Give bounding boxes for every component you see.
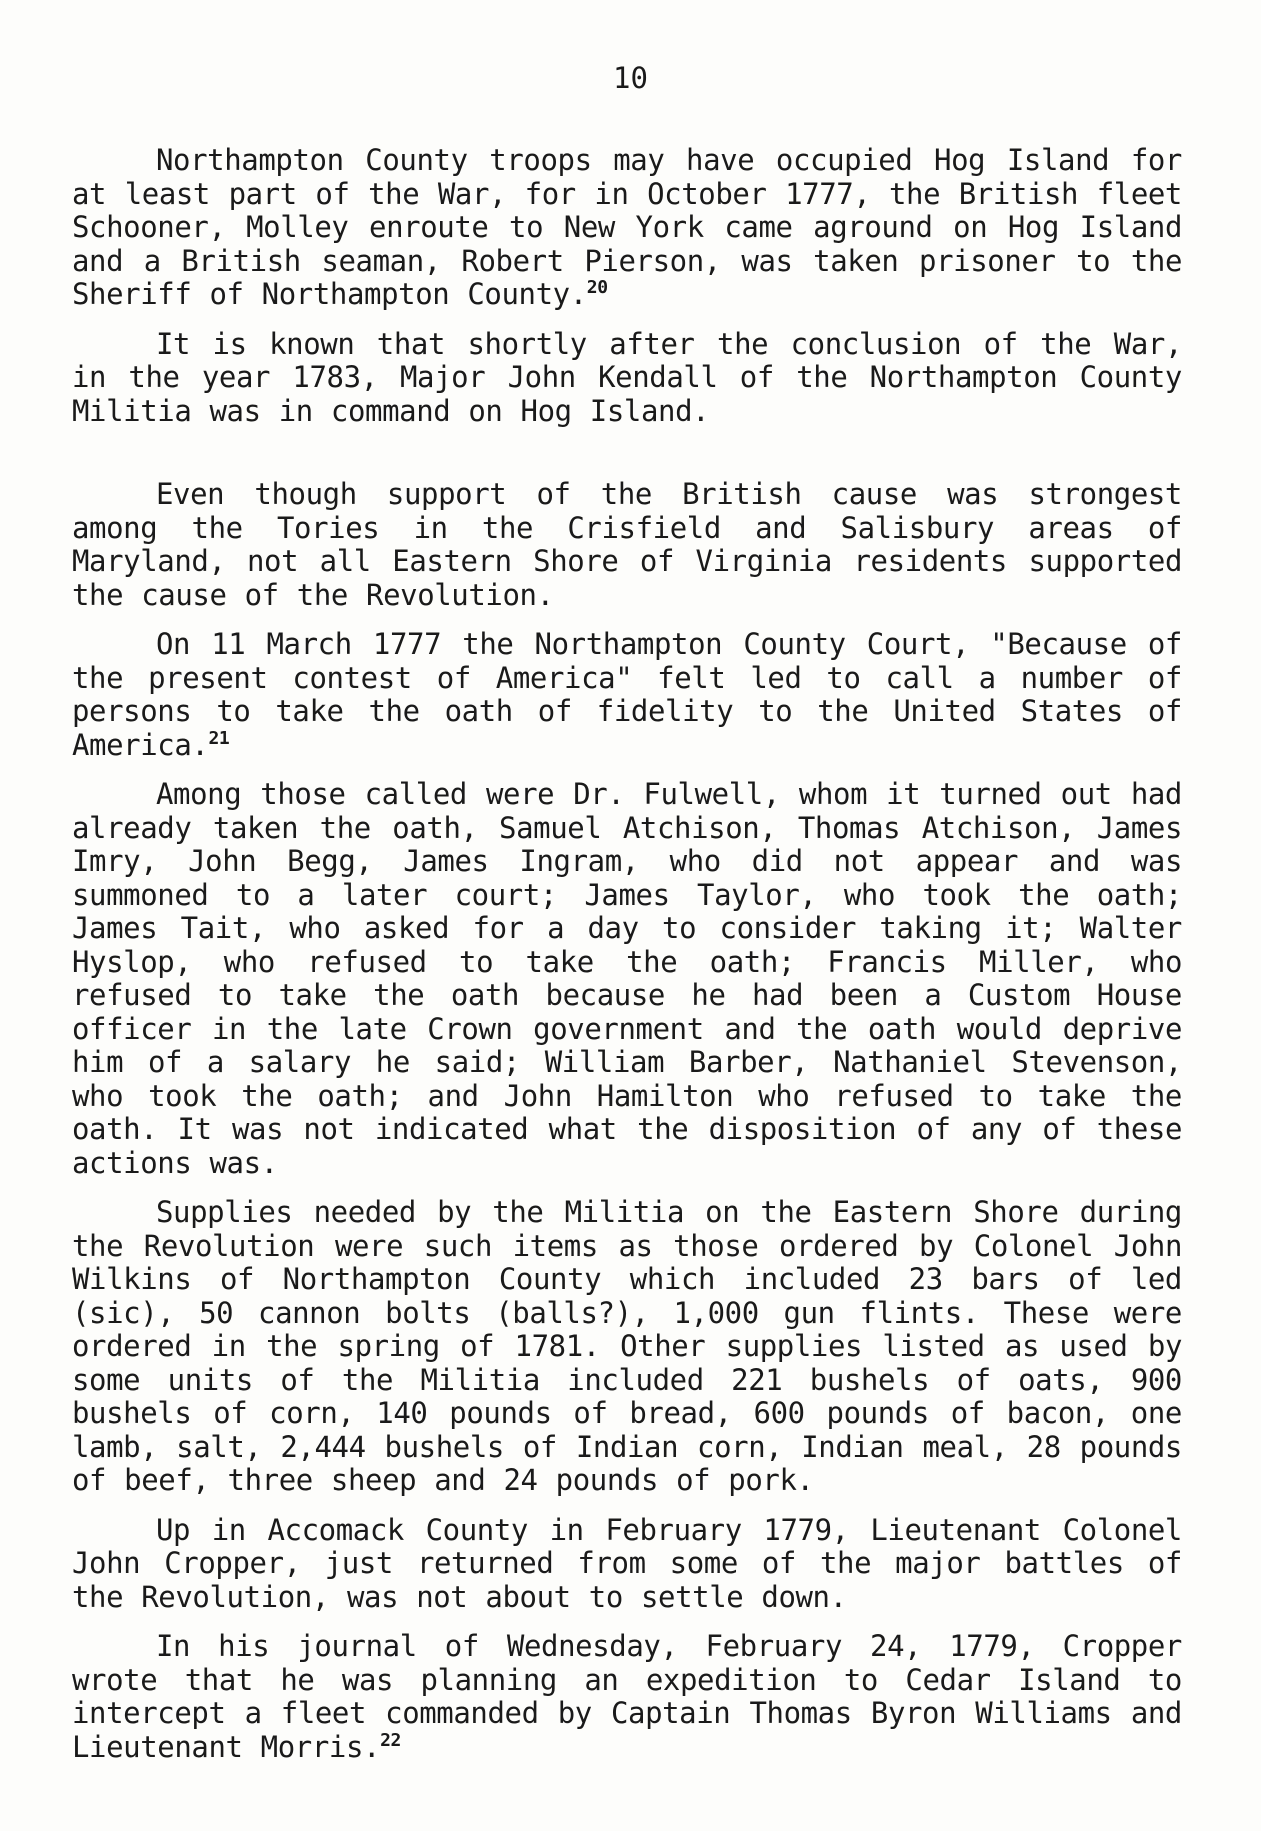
paragraph-hog-island-troops [72,144,1182,312]
paragraph-text: On 11 March 1777 the Northampton County Court, "Because of the present contest of America" felt led to call a number of persons to take the oath of fidelity to the United States of America. [72,627,1182,762]
paragraph-text: Among those called were Dr. Fulwell, whom it turned out had already taken the oath, Samuel Atchison, Thomas Atchison, James Imry, John Begg, James Ingram, who did not appear and was summoned to a later court; James Taylor, who took the oath; James Tait, who asked for a day to consider taking it; Walter Hyslop, who refused to take the oath; Francis Miller, who refused to take the oath because he had been a Custom House officer in the late Crown government and the oath would deprive him of a salary he said; William Barber, Nathaniel Stevenson, who took the oath; and John Hamilton who refused to take the oath. It was not indicated what the disposition of any of these actions was. [72,777,1182,1180]
footnote-reference: 20 [586,277,608,298]
body-text [72,144,1182,1780]
paragraph-text: It is known that shortly after the conclusion of the War, in the year 1783, Major John Kendall of the Northampton County Militia was in command on Hog Island. [72,326,1182,428]
paragraph-text: Up in Accomack County in February 1779, Lieutenant Colonel John Cropper, just returned from some of the major battles of the Revolution, was not about to settle down. [72,1512,1182,1614]
footnote-reference: 21 [208,727,230,749]
paragraph-militia-supplies [72,1196,1182,1498]
paragraph-text: Even though support of the British cause was strongest among the Tories in the Crisfield and Salisbury areas of Maryland, not all Eastern Shore of Virginia residents supported the cause of the Revolution. [72,477,1182,612]
footnote-reference: 22 [380,1729,401,1751]
paragraph-text: Supplies needed by the Militia on the Eastern Shore during the Revolution were such items as those ordered by Colonel John Wilkins of Northampton County which included 23 bars of led (sic), 50 cannon bolts (balls?), 1,000 gun flints. These were ordered in the spring of 1781. Other supplies listed as used by some units of the Militia included 221 bushels of oats, 900 bushels of corn, 140 pounds of bread, 600 pounds of bacon, one lamb, salt, 2,444 bushels of Indian corn, Indian meal, 28 pounds of beef, three sheep and 24 pounds of pork. [72,1195,1182,1497]
paragraph-cropper-journal [72,1630,1182,1764]
paragraph-major-kendall [72,328,1182,429]
page-number: 10 [613,61,648,95]
paragraph-tories [72,478,1182,612]
paragraph-john-cropper [72,1514,1182,1615]
paragraph-text: In his journal of Wednesday, February 24, 1779, Cropper wrote that he was planning an expedition to Cedar Island to intercept a fleet commanded by Captain Thomas Byron Williams and Lieutenant Morris. [72,1629,1182,1764]
paragraph-those-called [72,778,1182,1180]
paragraph-text: Northampton County troops may have occupied Hog Island for at least part of the War, for in October 1777, the British fleet Schooner, Molley enroute to New York came aground on Hog Island and a British seaman, Robert Pierson, was taken prisoner to the Sheriff of Northampton County. [72,143,1182,311]
paragraph-oath-of-fidelity [72,628,1182,762]
